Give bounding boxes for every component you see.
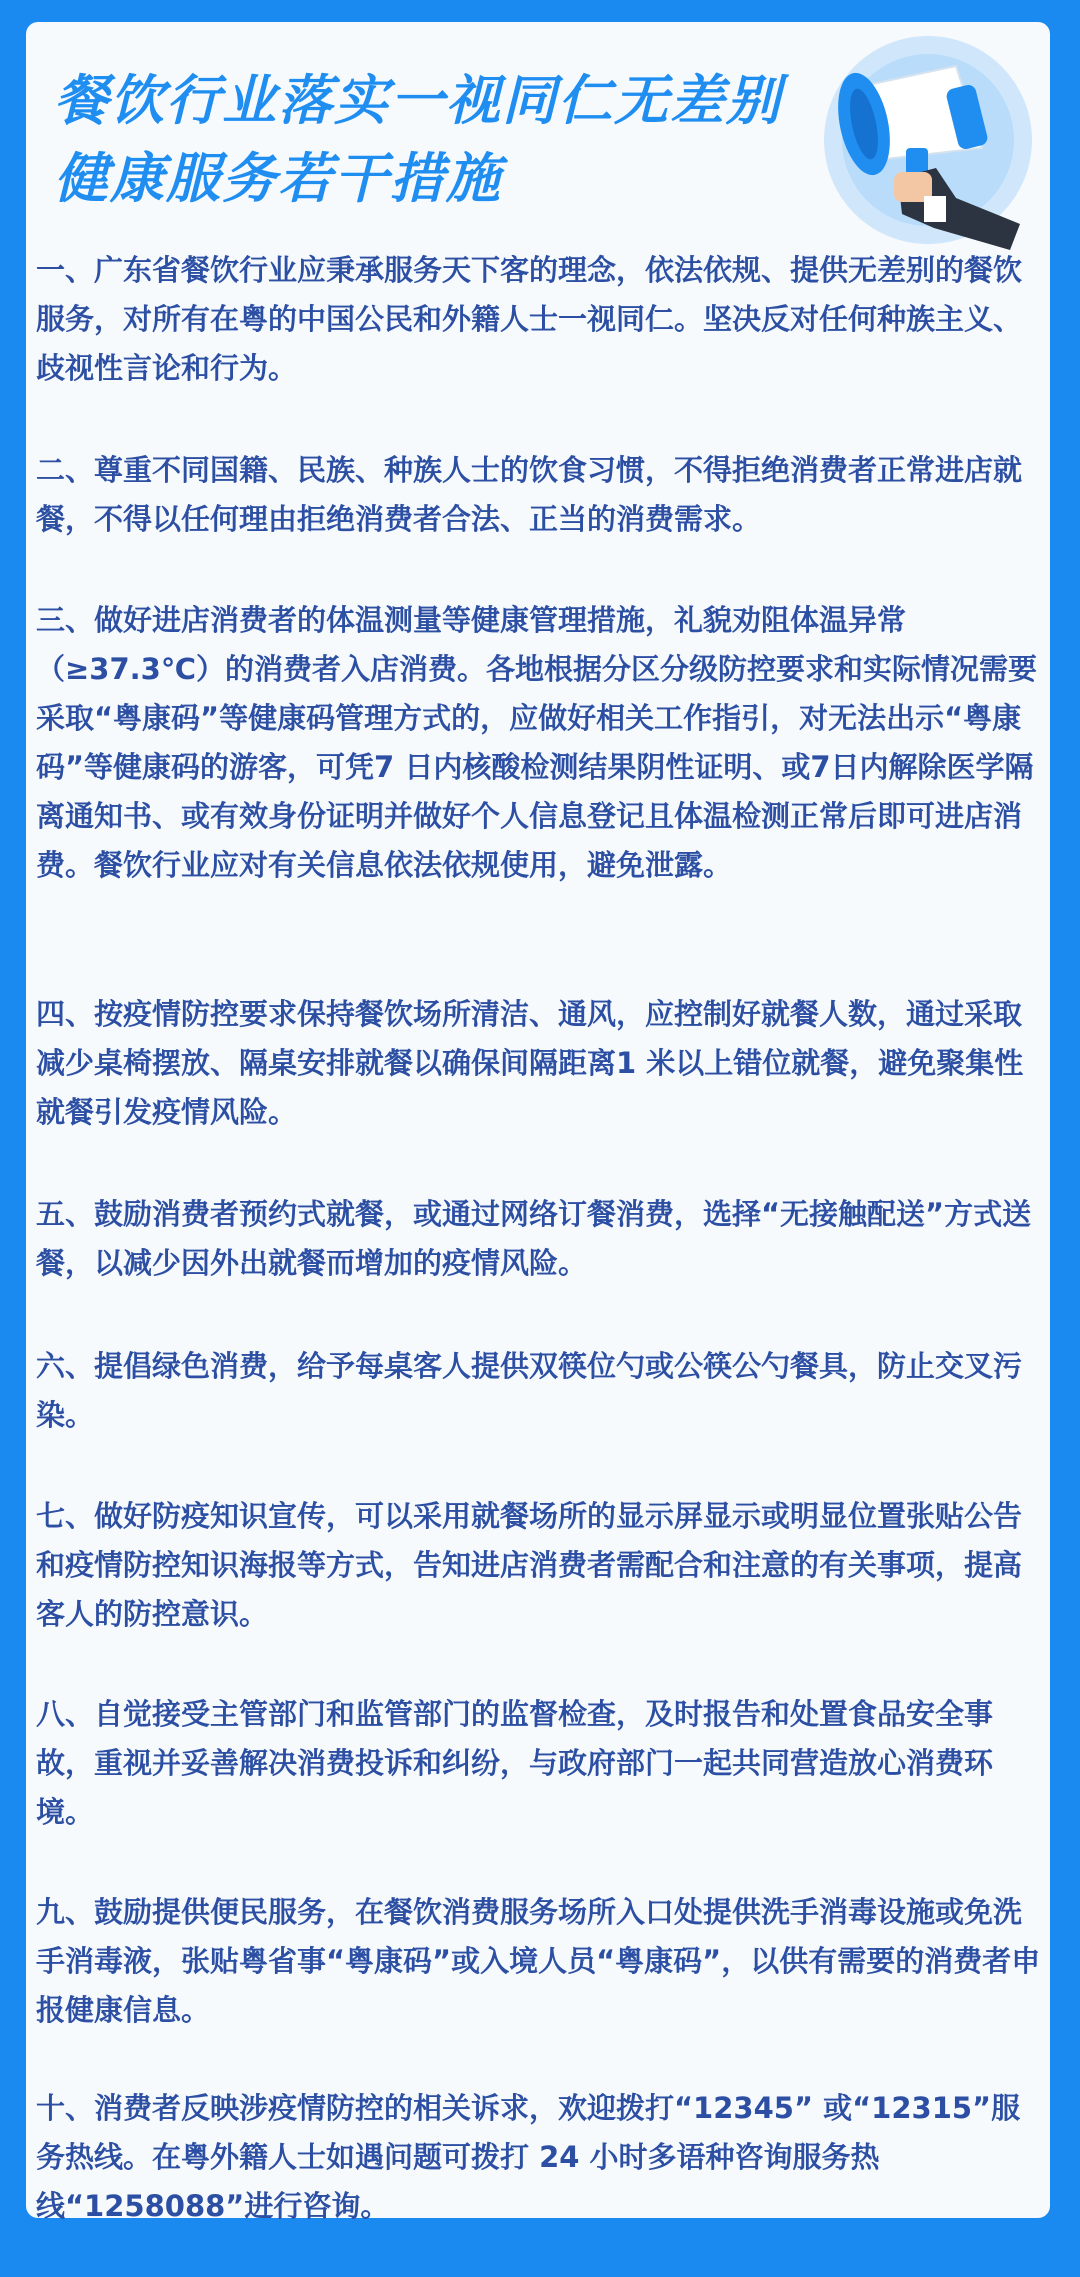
measure-5: 五、鼓励消费者预约式就餐，或通过网络订餐消费，选择“无接触配送”方式送餐，以减少因外出就餐而增加的疫情风险。 [36, 1197, 1032, 1280]
content-card [26, 22, 1050, 2223]
measure-7: 七、做好防疫知识宣传，可以采用就餐场所的显示屏显示或明显位置张贴公告和疫情防控知识海报等方式，告知进店消费者需配合和注意的有关事项，提高客人的防控意识。 [36, 1499, 1023, 1631]
measure-2: 二、尊重不同国籍、民族、种族人士的饮食习惯，不得拒绝消费者正常进店就餐，不得以任何理由拒绝消费者合法、正当的消费需求。 [36, 453, 1023, 536]
measure-1: 一、广东省餐饮行业应秉承服务天下客的理念，依法依规、提供无差别的餐饮服务，对所有在粤的中国公民和外籍人士一视同仁。坚决反对任何种族主义、歧视性言论和行为。 [36, 253, 1023, 385]
measure-4: 四、按疫情防控要求保持餐饮场所清洁、通风，应控制好就餐人数，通过采取减少桌椅摆放、隔桌安排就餐以确保间隔距离1 米以上错位就餐，避免聚集性就餐引发疫情风险。 [36, 997, 1024, 1129]
measure-10: 十、消费者反映涉疫情防控的相关诉求，欢迎拨打“12345” 或“12315”服务热线。在粤外籍人士如遇问题可拨打 24 小时多语种咨询服务热线“1258088”进行咨询。 [36, 2091, 1021, 2223]
measure-3: 三、做好进店消费者的体温测量等健康管理措施，礼貌劝阻体温异常（≥37.3℃）的消费者入店消费。各地根据分区分级防控要求和实际情况需要采取“粤康码”等健康码管理方式的，应做好相关工作指引，对无法出示“粤康码”等健康码的游客，可凭7 日内核酸检测结果阴性证明、或7日内解除医学隔离通知书、或有效身份证明并做好个人信息登记且体温检测正常后即可进店消费。餐饮行业应对有关信息依法依规使用，避免泄露。 [36, 603, 1037, 882]
measure-8: 八、自觉接受主管部门和监管部门的监督检查，及时报告和处置食品安全事故，重视并妥善解决消费投诉和纠纷，与政府部门一起共同营造放心消费环境。 [36, 1697, 994, 1829]
page-title: 餐饮行业落实一视同仁无差别健康服务若干措施 [54, 69, 782, 210]
megaphone-icon [806, 28, 1042, 258]
measure-6: 六、提倡绿色消费，给予每桌客人提供双筷位勺或公筷公勺餐具，防止交叉污染。 [36, 1349, 1023, 1432]
measure-9: 九、鼓励提供便民服务，在餐饮消费服务场所入口处提供洗手消毒设施或免洗手消毒液，张贴粤省事“粤康码”或入境人员“粤康码”，以供有需要的消费者申报健康信息。 [36, 1895, 1041, 2027]
